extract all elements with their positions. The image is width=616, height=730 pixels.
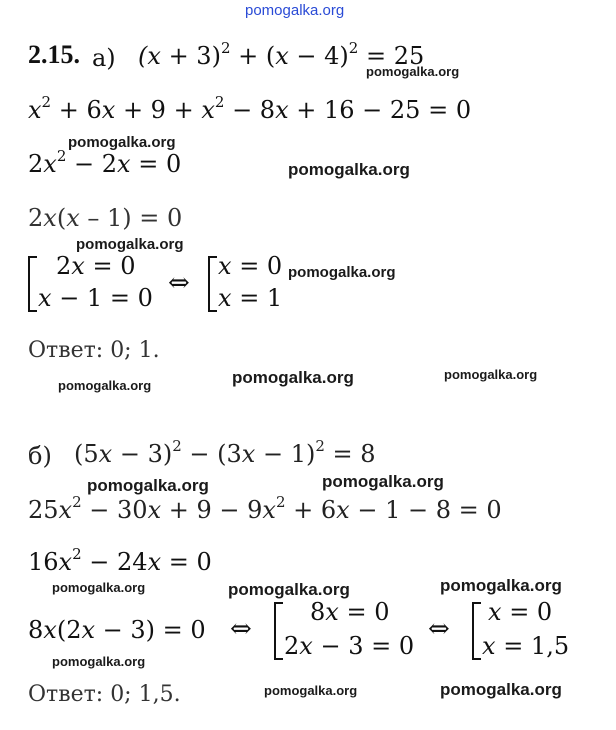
part-a-line-3: 2x(x – 1) = 0 xyxy=(28,204,183,232)
equiv-icon: ⇔ xyxy=(230,614,252,644)
watermark: pomogalka.org xyxy=(52,654,146,669)
part-b-factored: 8x(2x − 3) = 0 xyxy=(28,616,206,644)
problem-number: 2.15. xyxy=(28,40,80,69)
watermark: pomogalka.org xyxy=(288,160,410,179)
part-b-answer: Ответ: 0; 1,5. xyxy=(28,682,181,707)
part-b-line-1: $25x^2 - 30x + 9 - 9x^2 + 6x - 1 - 8 = 0$ xyxy=(28,493,502,524)
part-b-system-mid-1: 8x = 0 xyxy=(310,598,390,626)
part-b-label: б) xyxy=(28,442,52,470)
watermark: pomogalka.org xyxy=(52,580,146,595)
watermark: pomogalka.org xyxy=(232,368,354,387)
watermark: pomogalka.org xyxy=(68,134,176,151)
part-b-system-mid-2: 2x − 3 = 0 xyxy=(284,632,415,660)
part-a-label: а) xyxy=(92,44,116,72)
part-a-line-1: $x^2 + 6x + 9 + x^2 - 8x + 16 - 25 = 0$ xyxy=(28,93,472,124)
part-a-system-left-1: 2x = 0 xyxy=(56,252,136,280)
bracket-a-left xyxy=(28,256,37,312)
watermark: pomogalka.org xyxy=(228,580,350,599)
part-a-equation: $(x + 3)^2 + (x - 4)^2 = 25$ xyxy=(138,39,425,70)
watermark-top: pomogalka.org xyxy=(245,2,345,19)
watermark: pomogalka.org xyxy=(87,476,209,495)
part-a-system-right-2: x = 1 xyxy=(218,284,283,312)
watermark: pomogalka.org xyxy=(440,576,562,595)
part-b-equation: $(5x - 3)^2 - (3x - 1)^2 = 8$ xyxy=(74,437,376,468)
bracket-b-mid xyxy=(274,602,283,660)
part-a-system-left-2: x − 1 = 0 xyxy=(38,284,153,312)
equiv-icon: ⇔ xyxy=(428,614,450,644)
watermark: pomogalka.org xyxy=(440,680,562,699)
watermark: pomogalka.org xyxy=(264,683,358,698)
part-b-system-right-2: x = 1,5 xyxy=(482,632,570,660)
watermark: pomogalka.org xyxy=(366,64,460,79)
watermark: pomogalka.org xyxy=(288,264,396,281)
part-a-system-right-1: x = 0 xyxy=(218,252,283,280)
watermark: pomogalka.org xyxy=(58,378,152,393)
part-b-system-right-1: x = 0 xyxy=(488,598,553,626)
watermark: pomogalka.org xyxy=(322,472,444,491)
bracket-a-right xyxy=(208,256,217,312)
watermark: pomogalka.org xyxy=(444,367,538,382)
bracket-b-right xyxy=(472,602,481,660)
part-a-line-2: $2x^2 - 2x = 0$ xyxy=(28,147,182,178)
part-a-answer: Ответ: 0; 1. xyxy=(28,338,160,363)
watermark: pomogalka.org xyxy=(76,236,184,253)
part-b-line-2: $16x^2 - 24x = 0$ xyxy=(28,545,212,576)
equiv-icon: ⇔ xyxy=(168,268,190,298)
